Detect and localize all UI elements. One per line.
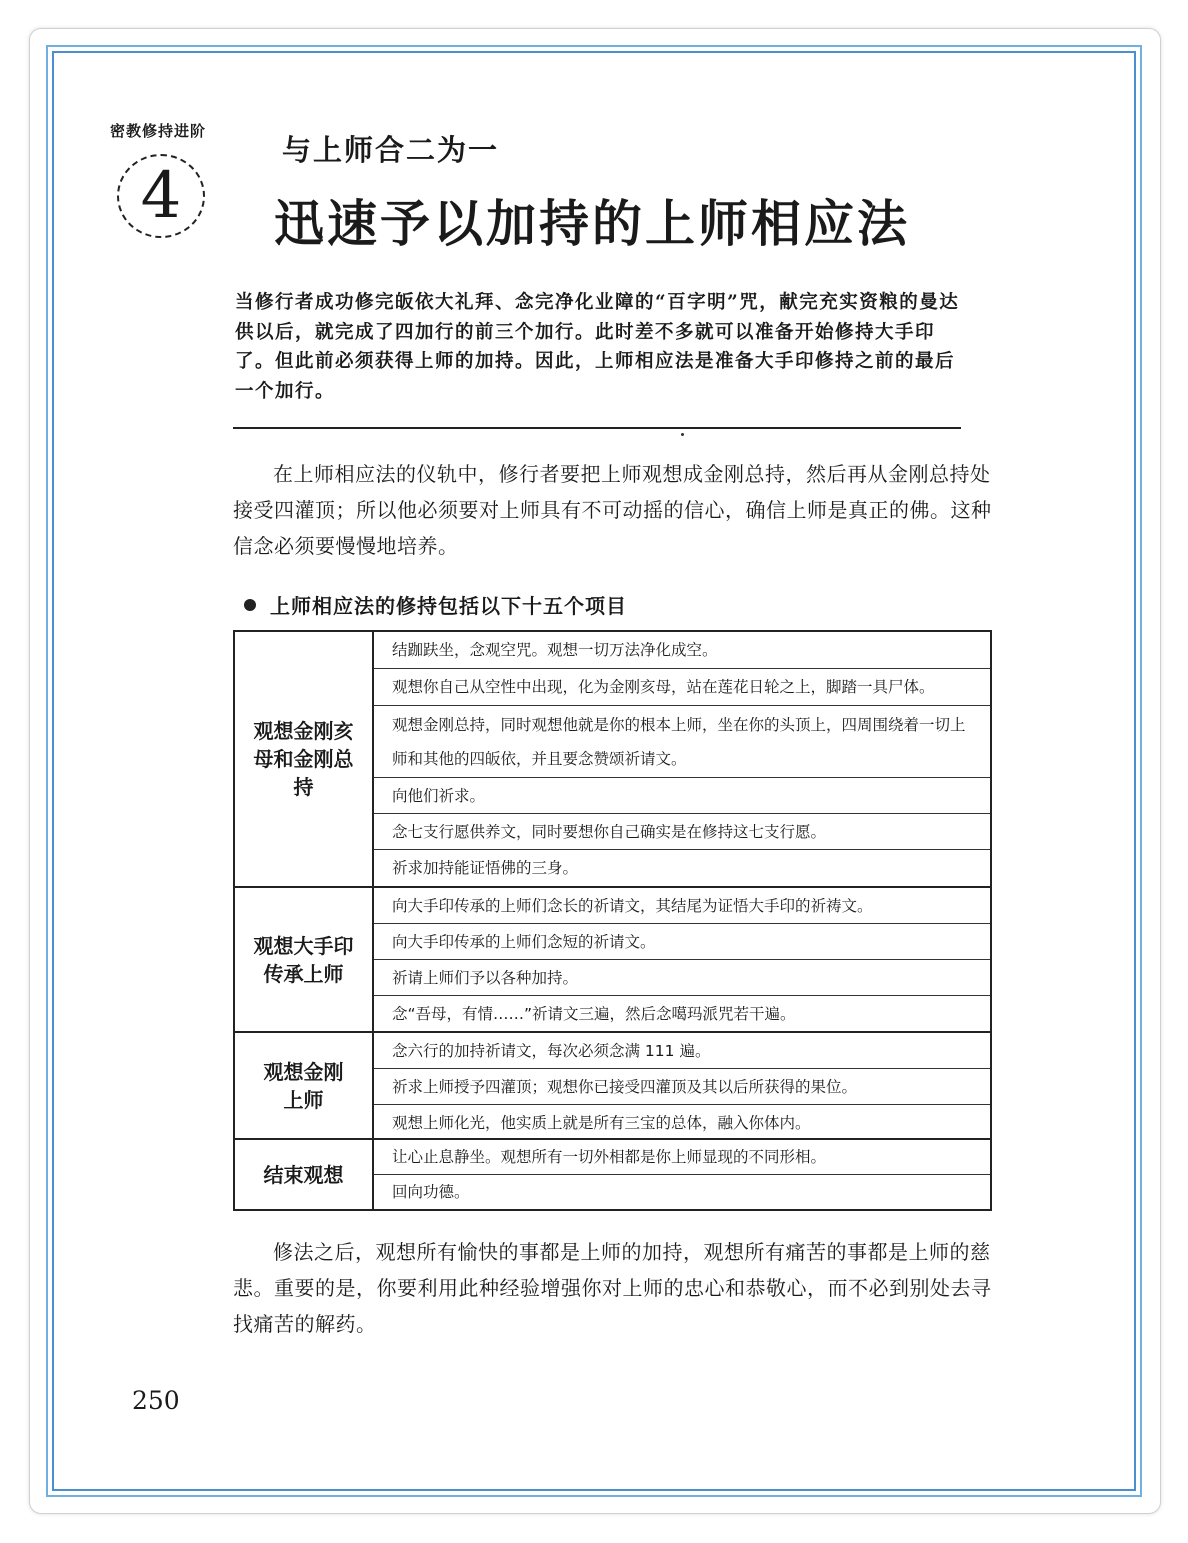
chapter-number-badge — [117, 154, 205, 238]
group-items — [374, 888, 990, 1031]
table-row: 念六行的加持祈请文，每次必须念满 111 遍。 — [374, 1033, 990, 1069]
group-label: 观想金刚亥母和金刚总持 — [235, 632, 374, 886]
group-label: 观想金刚上师 — [235, 1033, 374, 1138]
table-group — [235, 1033, 990, 1140]
chapter-title: 迅速予以加持的上师相应法 — [274, 195, 910, 253]
table-group — [235, 888, 990, 1033]
intro-paragraph: 当修行者成功修完皈依大礼拜、念完净化业障的“百字明”咒，献完充实资粮的曼达供以后，就完成了四加行的前三个加行。此时差不多就可以准备开始修持大手印了。但此前必须获得上师的加持。因此，上师相应法是准备大手印修持之前的最后一个加行。 — [235, 292, 960, 402]
group-items — [374, 1033, 990, 1138]
body-paragraph-1: 在上师相应法的仪轨中，修行者要把上师观想成金刚总持，然后再从金刚总持处接受四灌顶；所以他必须要对上师具有不可动摇的信心，确信上师是真正的佛。这种信念必须要慢慢地培养。 — [233, 462, 992, 558]
list-heading — [244, 590, 627, 619]
chapter-number: 4 — [140, 159, 182, 233]
group-label: 观想大手印传承上师 — [235, 888, 374, 1031]
steps-table — [233, 630, 992, 1211]
table-row: 向大手印传承的上师们念短的祈请文。 — [374, 924, 990, 960]
table-row: 回向功德。 — [392, 1183, 470, 1201]
page-number: 250 — [132, 1386, 180, 1415]
table-row: 念“吾母，有情……”祈请文三遍，然后念噶玛派咒若干遍。 — [392, 1004, 796, 1023]
table-row: 念七支行愿供养文，同时要想你自己确实是在修持这七支行愿。 — [374, 814, 990, 850]
chapter-subtitle: 与上师合二为一 — [282, 133, 500, 167]
group-label: 结束观想 — [235, 1140, 374, 1209]
table-row: 向大手印传承的上师们念长的祈请文，其结尾为证悟大手印的祈祷文。 — [374, 888, 990, 924]
table-row: 观想你自己从空性中出现，化为金刚亥母，站在莲花日轮之上，脚踏一具尸体。 — [374, 669, 990, 706]
table-row: 祈求上师授予四灌顶；观想你已接受四灌顶及其以后所获得的果位。 — [374, 1069, 990, 1105]
section-label: 密教修持进阶 — [110, 122, 207, 140]
table-row: 让心止息静坐。观想所有一切外相都是你上师显现的不同形相。 — [374, 1140, 990, 1175]
list-heading-text: 上师相应法的修持包括以下十五个项目 — [270, 594, 627, 618]
group-items — [374, 632, 990, 886]
table-row: 观想金刚总持，同时观想他就是你的根本上师，坐在你的头顶上，四周围绕着一切上师和其他的四皈依，并且要念赞颂祈请文。 — [374, 706, 990, 778]
table-group — [235, 632, 990, 888]
table-row: 祈请上师们予以各种加持。 — [374, 960, 990, 996]
divider-line — [233, 427, 961, 429]
body-paragraph-2: 修法之后，观想所有愉快的事都是上师的加持，观想所有痛苦的事都是上师的慈悲。重要的是，你要利用此种经验增强你对上师的忠心和恭敬心，而不必到别处去寻找痛苦的解药。 — [233, 1240, 992, 1336]
group-items — [374, 1140, 990, 1209]
stray-dot — [681, 433, 684, 436]
table-group — [235, 1140, 990, 1209]
table-row: 结跏趺坐，念观空咒。观想一切万法净化成空。 — [374, 632, 990, 669]
table-row: 祈求加持能证悟佛的三身。 — [392, 859, 579, 877]
table-row: 观想上师化光，他实质上就是所有三宝的总体，融入你体内。 — [392, 1113, 811, 1132]
table-row: 向他们祈求。 — [374, 778, 990, 814]
bullet-icon — [244, 599, 256, 611]
